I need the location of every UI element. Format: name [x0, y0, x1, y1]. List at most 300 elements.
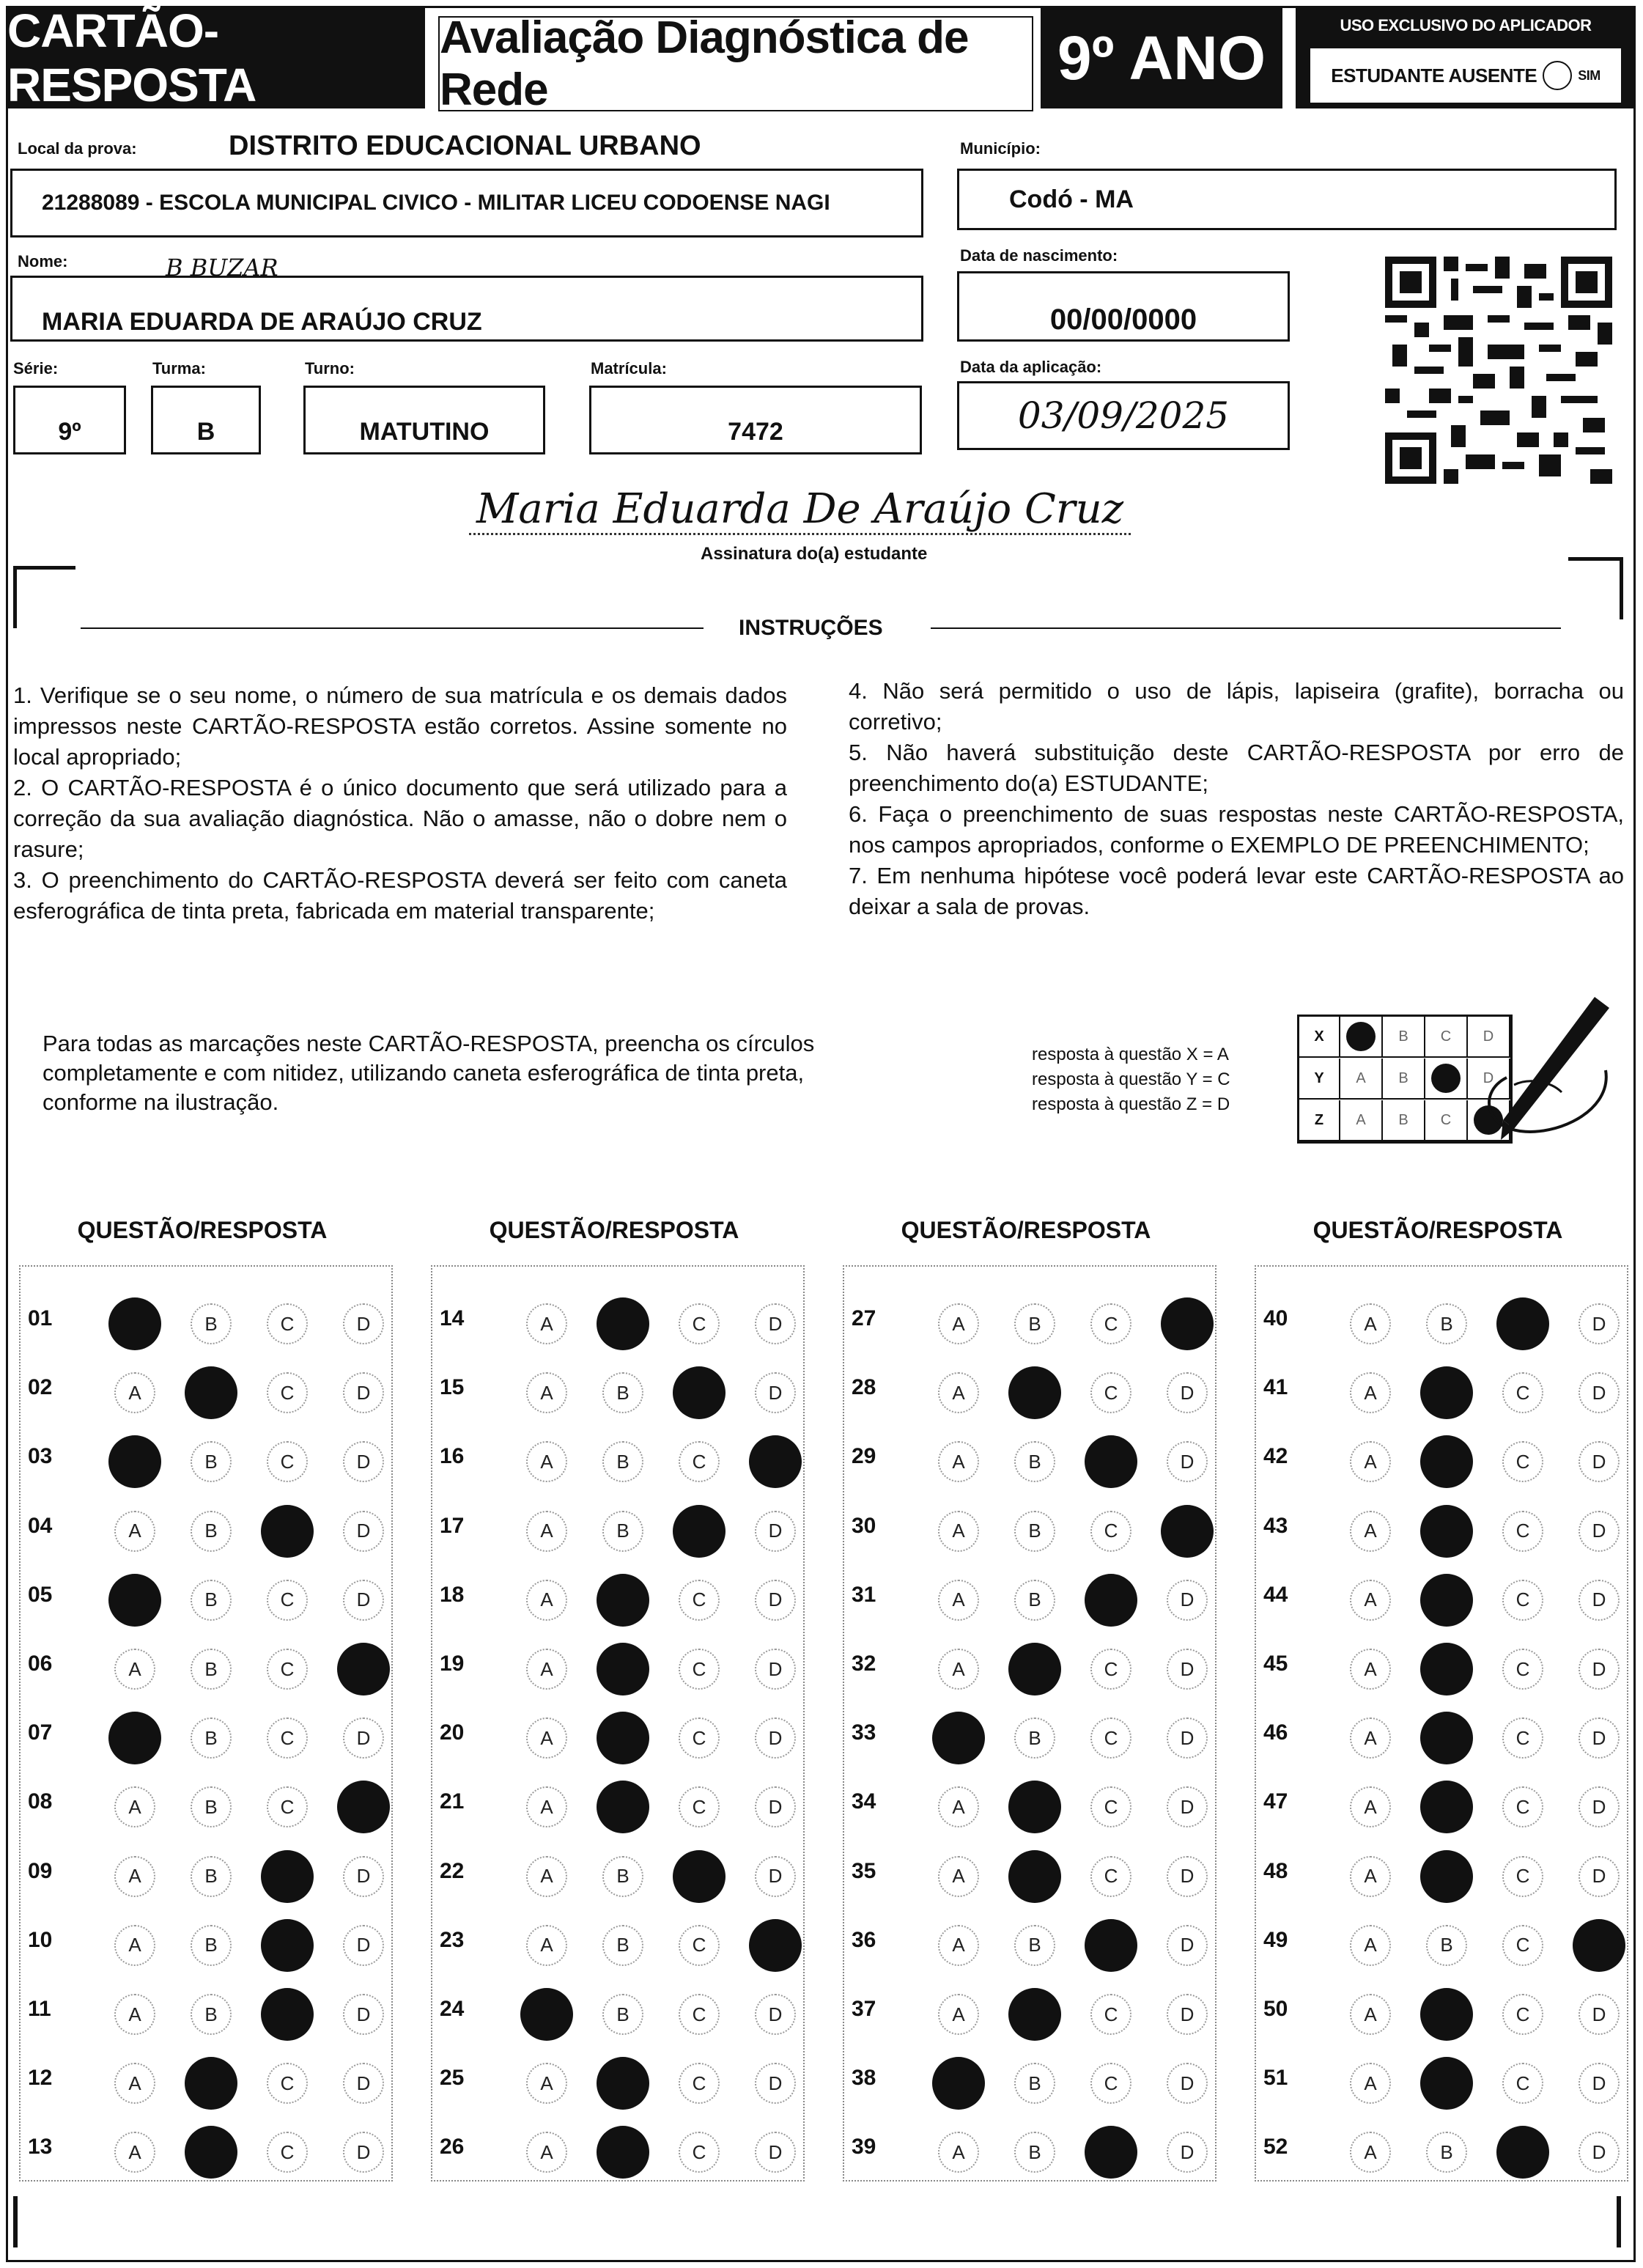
filled-answer-bubble[interactable] — [337, 1781, 390, 1833]
filled-answer-bubble[interactable] — [1008, 1366, 1061, 1419]
instruction-2: 2. O CARTÃO-RESPOSTA é o único documento que será utilizado para a correção da sua avaliação diagnóstica. Não o amasse, não o dobre nem o rasure; — [13, 775, 787, 862]
answer-bubble[interactable]: C — [679, 1580, 720, 1621]
nome-label: Nome: — [18, 252, 68, 270]
filled-answer-bubble[interactable] — [1573, 1919, 1625, 1972]
answer-bubble[interactable]: A — [114, 2063, 155, 2104]
nascimento-field — [957, 271, 1290, 342]
example-map-y: resposta à questão Y = C — [1032, 1069, 1230, 1089]
filled-answer-bubble[interactable] — [1420, 1643, 1473, 1696]
answer-bubble[interactable]: D — [343, 1441, 384, 1482]
answer-bubble[interactable]: D — [343, 2132, 384, 2173]
answer-bubble[interactable]: C — [1090, 1717, 1131, 1759]
filled-answer-bubble[interactable] — [1420, 1712, 1473, 1764]
question-row — [19, 1909, 393, 1975]
answer-bubble[interactable]: A — [526, 1303, 567, 1344]
aplicacao-label: Data da aplicação: — [960, 358, 1102, 376]
answer-bubble[interactable]: D — [1167, 1649, 1208, 1690]
answer-bubble[interactable]: A — [114, 1786, 155, 1827]
answer-bubble[interactable]: D — [1579, 2063, 1620, 2104]
instruction-3: 3. O preenchimento do CARTÃO-RESPOSTA deverá ser feito com caneta esferográfica de tinta preta, fabricada em material transparente; — [13, 867, 787, 924]
filled-answer-bubble[interactable] — [597, 1297, 649, 1350]
filled-answer-bubble[interactable] — [597, 1781, 649, 1833]
answer-bubble[interactable]: A — [1350, 1303, 1391, 1344]
question-row — [1255, 1701, 1628, 1767]
answer-bubble[interactable]: C — [1090, 1372, 1131, 1413]
answer-bubble[interactable]: A — [938, 1511, 979, 1552]
example-question-label: Z — [1299, 1100, 1340, 1141]
filled-answer-bubble[interactable] — [1161, 1297, 1214, 1350]
answer-bubble[interactable]: C — [267, 2063, 308, 2104]
answer-bubble[interactable]: B — [602, 1994, 643, 2035]
answer-bubble[interactable]: D — [1579, 1372, 1620, 1413]
filled-answer-bubble[interactable] — [1420, 1850, 1473, 1903]
answer-bubble[interactable]: A — [1350, 1372, 1391, 1413]
filled-answer-bubble[interactable] — [261, 1919, 314, 1972]
question-number: 47 — [1263, 1789, 1288, 1814]
filled-answer-bubble[interactable] — [597, 2126, 649, 2179]
answer-bubble[interactable]: A — [114, 1994, 155, 2035]
column-title: QUESTÃO/RESPOSTA — [489, 1217, 739, 1243]
answer-bubble[interactable]: D — [1167, 2132, 1208, 2173]
filled-answer-bubble[interactable] — [520, 1988, 573, 2041]
aplicador-box — [1296, 7, 1636, 108]
filled-answer-bubble[interactable] — [597, 1574, 649, 1627]
answer-bubble[interactable]: C — [679, 1303, 720, 1344]
municipio-field — [957, 169, 1617, 230]
filled-answer-bubble[interactable] — [932, 2057, 985, 2110]
answer-bubble[interactable]: D — [1579, 1786, 1620, 1827]
question-number: 01 — [28, 1306, 53, 1330]
answer-bubble[interactable]: A — [526, 1717, 567, 1759]
filled-answer-bubble[interactable] — [673, 1505, 725, 1558]
answer-bubble[interactable]: D — [343, 1856, 384, 1897]
answer-bubble[interactable]: A — [114, 1372, 155, 1413]
answer-bubble[interactable]: A — [1350, 1925, 1391, 1966]
answer-bubble[interactable]: C — [1502, 1441, 1543, 1482]
answer-bubble[interactable]: A — [938, 1441, 979, 1482]
answer-bubble[interactable]: D — [755, 1994, 796, 2035]
question-number: 37 — [852, 1997, 876, 2021]
filled-answer-bubble[interactable] — [1085, 1574, 1137, 1627]
answer-bubble[interactable]: B — [191, 1994, 232, 2035]
question-number: 43 — [1263, 1513, 1288, 1538]
answer-bubble[interactable]: C — [267, 1441, 308, 1482]
answer-bubble[interactable]: C — [267, 1372, 308, 1413]
answer-bubble[interactable]: C — [267, 1786, 308, 1827]
column-title: QUESTÃO/RESPOSTA — [77, 1217, 328, 1243]
question-number: 48 — [1263, 1858, 1288, 1883]
answer-bubble[interactable]: D — [1579, 1303, 1620, 1344]
answer-bubble[interactable]: D — [343, 1580, 384, 1621]
filled-answer-bubble[interactable] — [337, 1643, 390, 1696]
qr-code-icon — [1385, 257, 1612, 484]
answer-bubble[interactable]: C — [1090, 1511, 1131, 1552]
answer-bubble[interactable]: D — [1579, 2132, 1620, 2173]
filled-answer-bubble[interactable] — [1420, 1505, 1473, 1558]
question-number: 31 — [852, 1582, 876, 1607]
answer-bubble[interactable]: C — [1090, 1786, 1131, 1827]
question-row — [1255, 1287, 1628, 1353]
answer-bubble[interactable]: D — [755, 1372, 796, 1413]
answer-bubble[interactable]: D — [1167, 1786, 1208, 1827]
filled-answer-bubble[interactable] — [1008, 1781, 1061, 1833]
answer-bubble[interactable]: A — [1350, 1717, 1391, 1759]
answer-bubble[interactable]: D — [1167, 1441, 1208, 1482]
answer-bubble[interactable]: D — [1579, 1511, 1620, 1552]
answer-bubble[interactable]: B — [191, 1649, 232, 1690]
answer-bubble[interactable]: A — [526, 2063, 567, 2104]
instruction-4: 4. Não será permitido o uso de lápis, lapiseira (grafite), borracha ou corretivo; — [849, 678, 1624, 734]
filled-answer-bubble[interactable] — [932, 1712, 985, 1764]
answer-bubble[interactable]: D — [1167, 1856, 1208, 1897]
question-row — [19, 1632, 393, 1698]
question-number: 07 — [28, 1720, 53, 1745]
question-row — [1255, 1978, 1628, 2044]
question-number: 29 — [852, 1444, 876, 1469]
answer-bubble[interactable]: A — [114, 1925, 155, 1966]
answer-bubble[interactable]: B — [1014, 1717, 1055, 1759]
question-row — [843, 2116, 1216, 2182]
filled-answer-bubble[interactable] — [1085, 1435, 1137, 1488]
answer-bubble[interactable]: A — [938, 1580, 979, 1621]
answer-bubble[interactable]: B — [1014, 2132, 1055, 2173]
answer-bubble[interactable]: A — [938, 2132, 979, 2173]
answer-bubble[interactable]: C — [1090, 1994, 1131, 2035]
answer-bubble[interactable]: A — [526, 1372, 567, 1413]
answer-bubble[interactable]: D — [1579, 1994, 1620, 2035]
answer-bubble[interactable]: D — [1579, 1441, 1620, 1482]
question-number: 14 — [440, 1306, 465, 1330]
answer-bubble[interactable]: D — [1579, 1717, 1620, 1759]
answer-bubble[interactable]: C — [267, 1649, 308, 1690]
question-number: 24 — [440, 1997, 465, 2021]
filled-answer-bubble[interactable] — [597, 2057, 649, 2110]
answer-bubble[interactable]: B — [1014, 1580, 1055, 1621]
answer-bubble[interactable]: A — [1350, 1441, 1391, 1482]
answer-bubble[interactable]: D — [755, 1303, 796, 1344]
serie-value: 9º — [58, 418, 81, 446]
answer-bubble[interactable]: C — [1090, 1856, 1131, 1897]
question-number: 18 — [440, 1582, 465, 1607]
sim-label: SIM — [1578, 67, 1600, 83]
answer-bubble[interactable]: C — [679, 1786, 720, 1827]
answer-bubble[interactable]: B — [1426, 1925, 1467, 1966]
question-row — [431, 1495, 805, 1561]
nascimento-label: Data de nascimento: — [960, 246, 1118, 265]
answer-bubble[interactable]: A — [526, 2132, 567, 2173]
answer-bubble[interactable]: C — [267, 1580, 308, 1621]
column-title: QUESTÃO/RESPOSTA — [901, 1217, 1151, 1243]
instruction-5: 5. Não haverá substituição deste CARTÃO-RESPOSTA por erro de preenchimento do(a) ESTUDANTE; — [849, 740, 1624, 796]
question-number: 50 — [1263, 1997, 1288, 2021]
answer-bubble[interactable]: A — [1350, 1649, 1391, 1690]
question-number: 13 — [28, 2135, 53, 2160]
turno-field — [303, 386, 545, 454]
question-number: 35 — [852, 1858, 876, 1883]
answer-bubble[interactable]: C — [1502, 2063, 1543, 2104]
answer-bubble[interactable]: B — [1426, 2132, 1467, 2173]
absent-field — [1310, 48, 1621, 103]
answer-bubble[interactable]: C — [1502, 1717, 1543, 1759]
filled-answer-bubble[interactable] — [749, 1919, 802, 1972]
question-number: 27 — [852, 1306, 876, 1330]
answer-bubble[interactable]: C — [267, 2132, 308, 2173]
answer-bubble[interactable]: D — [755, 1649, 796, 1690]
question-row — [19, 1495, 393, 1561]
filled-answer-bubble[interactable] — [673, 1850, 725, 1903]
answer-bubble[interactable]: B — [602, 1441, 643, 1482]
instruction-7: 7. Em nenhuma hipótese você poderá levar este CARTÃO-RESPOSTA ao deixar a sala de provas. — [849, 863, 1624, 919]
answer-bubble[interactable]: C — [1502, 1994, 1543, 2035]
answer-bubble[interactable]: D — [1167, 1925, 1208, 1966]
answer-bubble[interactable]: D — [343, 2063, 384, 2104]
filled-answer-bubble[interactable] — [108, 1297, 161, 1350]
question-row — [843, 1840, 1216, 1906]
filled-answer-bubble[interactable] — [185, 2126, 237, 2179]
answer-bubble[interactable]: B — [191, 1303, 232, 1344]
answer-bubble[interactable]: A — [114, 2132, 155, 2173]
question-row — [19, 1978, 393, 2044]
answer-bubble[interactable]: A — [114, 1856, 155, 1897]
answer-bubble[interactable]: B — [191, 1441, 232, 1482]
answer-bubble[interactable]: C — [267, 1717, 308, 1759]
answer-bubble[interactable]: C — [1502, 1856, 1543, 1897]
answer-bubble[interactable]: B — [191, 1717, 232, 1759]
answer-bubble[interactable]: A — [938, 1786, 979, 1827]
answer-bubble[interactable]: A — [1350, 1580, 1391, 1621]
answer-bubble[interactable]: A — [938, 1994, 979, 2035]
escola-field — [10, 169, 923, 238]
corner-mark-right — [1568, 557, 1623, 619]
answer-bubble[interactable]: C — [267, 1303, 308, 1344]
question-number: 03 — [28, 1444, 53, 1469]
answer-bubble[interactable]: B — [602, 1856, 643, 1897]
answer-bubble[interactable]: A — [938, 1372, 979, 1413]
question-row — [431, 1287, 805, 1353]
answer-bubble[interactable]: D — [1167, 2063, 1208, 2104]
filled-answer-bubble[interactable] — [597, 1643, 649, 1696]
instructions-title: INSTRUÇÕES — [739, 616, 883, 640]
question-row — [843, 1287, 1216, 1353]
question-number: 28 — [852, 1375, 876, 1400]
serie-label: Série: — [13, 359, 59, 378]
answer-bubble[interactable]: A — [526, 1511, 567, 1552]
filled-answer-bubble[interactable] — [108, 1435, 161, 1488]
answer-bubble[interactable]: D — [755, 1580, 796, 1621]
answer-bubble[interactable]: D — [755, 1511, 796, 1552]
answer-bubble[interactable]: C — [679, 2132, 720, 2173]
answer-bubble[interactable]: C — [1090, 1303, 1131, 1344]
answer-bubble[interactable]: B — [602, 1372, 643, 1413]
answer-bubble[interactable]: B — [191, 1786, 232, 1827]
turno-value: MATUTINO — [359, 418, 490, 446]
answer-bubble[interactable]: B — [191, 1580, 232, 1621]
answer-bubble[interactable]: D — [1167, 1994, 1208, 2035]
filled-answer-bubble[interactable] — [1008, 1643, 1061, 1696]
grade-label: 9º ANO — [1041, 7, 1282, 108]
question-row — [843, 2047, 1216, 2113]
answer-bubble[interactable]: A — [1350, 1994, 1391, 2035]
filled-answer-bubble[interactable] — [261, 1505, 314, 1558]
answer-bubble[interactable]: C — [1090, 2063, 1131, 2104]
answer-bubble[interactable]: D — [343, 1717, 384, 1759]
filled-answer-bubble[interactable] — [1420, 1988, 1473, 2041]
answer-bubble[interactable]: D — [343, 1925, 384, 1966]
example-question-label: X — [1299, 1017, 1340, 1058]
answer-bubble[interactable]: D — [343, 1372, 384, 1413]
answer-bubble[interactable]: A — [526, 1580, 567, 1621]
instructions-rule-right — [931, 627, 1561, 629]
answer-bubble[interactable]: A — [1350, 2132, 1391, 2173]
answer-bubble[interactable]: C — [1502, 1511, 1543, 1552]
answer-bubble[interactable]: A — [526, 1649, 567, 1690]
filled-answer-bubble[interactable] — [1496, 2126, 1549, 2179]
answer-bubble[interactable]: B — [191, 1511, 232, 1552]
filled-answer-bubble[interactable] — [597, 1712, 649, 1764]
filled-answer-bubble[interactable] — [1085, 1919, 1137, 1972]
question-row — [431, 1356, 805, 1422]
answer-bubble[interactable]: A — [114, 1511, 155, 1552]
question-number: 42 — [1263, 1444, 1288, 1469]
filled-answer-bubble[interactable] — [1085, 2126, 1137, 2179]
local-value: DISTRITO EDUCACIONAL URBANO — [229, 130, 701, 161]
answer-bubble[interactable]: B — [602, 1925, 643, 1966]
answer-bubble[interactable]: C — [1502, 1649, 1543, 1690]
answer-bubble[interactable]: D — [755, 1786, 796, 1827]
answer-bubble[interactable]: C — [1090, 1649, 1131, 1690]
answer-bubble[interactable]: D — [343, 1511, 384, 1552]
pen-icon — [1463, 990, 1624, 1151]
filled-answer-bubble[interactable] — [1420, 1781, 1473, 1833]
filled-mark — [1346, 1022, 1376, 1051]
answer-bubble[interactable]: C — [679, 1717, 720, 1759]
column-title: QUESTÃO/RESPOSTA — [1312, 1217, 1563, 1243]
answer-bubble[interactable]: D — [755, 2132, 796, 2173]
filled-answer-bubble[interactable] — [1496, 1297, 1549, 1350]
answer-bubble[interactable]: B — [1014, 1441, 1055, 1482]
filled-answer-bubble[interactable] — [1420, 1574, 1473, 1627]
answer-bubble[interactable]: B — [602, 1511, 643, 1552]
question-number: 41 — [1263, 1375, 1288, 1400]
absent-bubble[interactable] — [1543, 61, 1572, 90]
question-row — [431, 1770, 805, 1836]
question-row — [431, 1632, 805, 1698]
question-row — [431, 1909, 805, 1975]
answer-bubble[interactable]: A — [526, 1925, 567, 1966]
answer-bubble[interactable]: C — [679, 1925, 720, 1966]
answer-bubble[interactable]: A — [114, 1649, 155, 1690]
question-number: 17 — [440, 1513, 465, 1538]
example-map — [1032, 1042, 1230, 1117]
question-row — [843, 1425, 1216, 1491]
answer-bubble[interactable]: A — [526, 1786, 567, 1827]
answer-bubble[interactable]: D — [1579, 1580, 1620, 1621]
answer-bubble[interactable]: C — [679, 2063, 720, 2104]
answer-bubble[interactable]: A — [938, 1856, 979, 1897]
answer-bubble[interactable]: A — [1350, 1511, 1391, 1552]
answer-bubble[interactable]: B — [1014, 1303, 1055, 1344]
answer-bubble[interactable]: B — [191, 1925, 232, 1966]
question-number: 12 — [28, 2066, 53, 2091]
matricula-value: 7472 — [728, 418, 783, 446]
example-text: Para todas as marcações neste CARTÃO-RESPOSTA, preencha os círculos completamente e com nitidez, utilizando caneta esferográfica de tinta preta, conforme na ilustração. — [43, 1031, 815, 1115]
nome-field — [10, 276, 923, 342]
answer-bubble[interactable]: D — [1167, 1717, 1208, 1759]
question-number: 26 — [440, 2135, 465, 2160]
answer-bubble[interactable]: D — [1167, 1580, 1208, 1621]
filled-answer-bubble[interactable] — [261, 1988, 314, 2041]
question-number: 44 — [1263, 1582, 1288, 1607]
answer-bubble[interactable]: A — [1350, 2063, 1391, 2104]
answer-bubble[interactable]: B — [191, 1856, 232, 1897]
filled-answer-bubble[interactable] — [185, 1366, 237, 1419]
example-option: B — [1383, 1058, 1425, 1100]
instructions-left — [13, 680, 787, 927]
example-map-x: resposta à questão X = A — [1032, 1045, 1229, 1064]
answer-bubble[interactable]: C — [679, 1441, 720, 1482]
answer-bubble[interactable]: D — [1579, 1649, 1620, 1690]
answer-bubble[interactable]: A — [938, 1925, 979, 1966]
filled-answer-bubble[interactable] — [749, 1435, 802, 1488]
answer-bubble[interactable]: A — [938, 1303, 979, 1344]
answer-bubble[interactable]: C — [1502, 1372, 1543, 1413]
question-number: 22 — [440, 1858, 465, 1883]
answer-bubble[interactable]: C — [679, 1994, 720, 2035]
signature-label: Assinatura do(a) estudante — [701, 544, 928, 564]
answer-bubble[interactable]: D — [343, 1994, 384, 2035]
answer-bubble[interactable]: D — [343, 1303, 384, 1344]
answer-bubble[interactable]: C — [1502, 1786, 1543, 1827]
answer-bubble[interactable]: B — [1014, 2063, 1055, 2104]
question-number: 33 — [852, 1720, 876, 1745]
answer-bubble[interactable]: A — [1350, 1856, 1391, 1897]
answer-bubble[interactable]: B — [1014, 1925, 1055, 1966]
answer-bubble[interactable]: A — [1350, 1786, 1391, 1827]
answer-bubble[interactable]: B — [1014, 1511, 1055, 1552]
corner-mark-bottom-right — [1617, 2196, 1621, 2247]
answer-bubble[interactable]: D — [755, 1856, 796, 1897]
question-row — [431, 1840, 805, 1906]
filled-answer-bubble[interactable] — [108, 1712, 161, 1764]
answer-bubble[interactable]: C — [1502, 1925, 1543, 1966]
answer-bubble[interactable]: A — [526, 1441, 567, 1482]
answer-bubble[interactable]: A — [526, 1856, 567, 1897]
question-row — [843, 1701, 1216, 1767]
answer-bubble[interactable]: C — [1502, 1580, 1543, 1621]
answer-bubble[interactable]: D — [755, 1717, 796, 1759]
answer-bubble[interactable]: D — [1579, 1856, 1620, 1897]
filled-answer-bubble[interactable] — [1008, 1850, 1061, 1903]
filled-answer-bubble[interactable] — [1008, 1988, 1061, 2041]
filled-answer-bubble[interactable] — [1420, 1435, 1473, 1488]
question-row — [1255, 1840, 1628, 1906]
question-number: 09 — [28, 1858, 53, 1883]
filled-answer-bubble[interactable] — [1420, 1366, 1473, 1419]
example-option: C — [1425, 1100, 1468, 1141]
filled-answer-bubble[interactable] — [108, 1574, 161, 1627]
answer-bubble[interactable]: B — [1426, 1303, 1467, 1344]
filled-answer-bubble[interactable] — [1420, 2057, 1473, 2110]
question-number: 52 — [1263, 2135, 1288, 2160]
filled-answer-bubble[interactable] — [185, 2057, 237, 2110]
filled-answer-bubble[interactable] — [1161, 1505, 1214, 1558]
answer-bubble[interactable]: A — [938, 1649, 979, 1690]
filled-answer-bubble[interactable] — [261, 1850, 314, 1903]
answer-bubble[interactable]: C — [679, 1649, 720, 1690]
answer-bubble[interactable]: D — [755, 2063, 796, 2104]
filled-answer-bubble[interactable] — [673, 1366, 725, 1419]
answer-bubble[interactable]: D — [1167, 1372, 1208, 1413]
